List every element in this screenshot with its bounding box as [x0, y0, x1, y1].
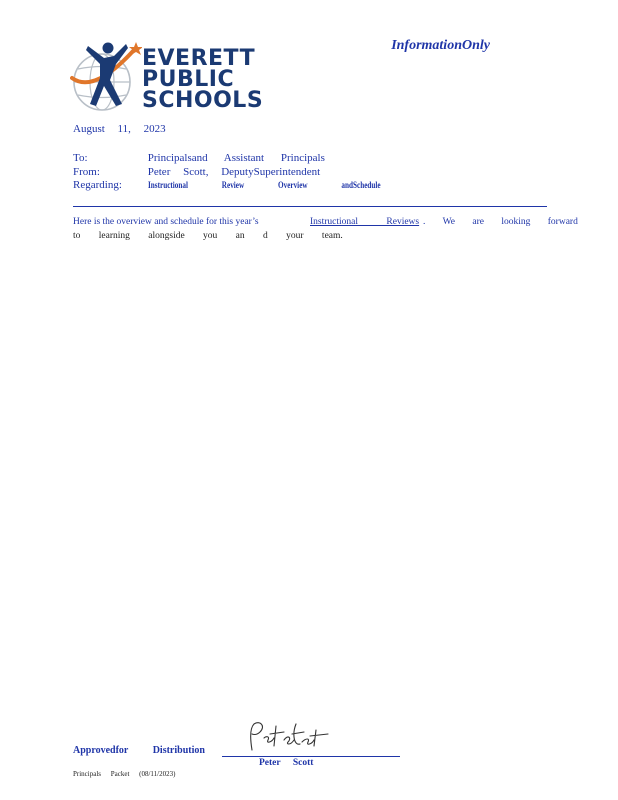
- memo-regarding-row: [73, 179, 439, 191]
- header-divider: [73, 206, 547, 207]
- information-only-label: InformationOnly: [391, 38, 490, 53]
- logo-line-schools: SCHOOLS: [142, 88, 264, 113]
- from-label: From:: [73, 166, 100, 178]
- logo-wordmark: [142, 48, 263, 111]
- body-paragraph-line-1: [73, 217, 578, 227]
- body-lead-text: Here is the overview and schedule for this year’s: [73, 217, 259, 227]
- approval-label: Approvedfor Distribution: [73, 745, 205, 756]
- regarding-value: Instructional Review Overview andSchedule: [147, 180, 381, 190]
- footer-note: Principals Packet (08/11/2023): [73, 770, 176, 778]
- signer-name: Peter Scott: [259, 758, 314, 768]
- signature-line: [222, 756, 400, 757]
- from-value: Peter Scott, DeputySuperintendent: [147, 166, 321, 178]
- to-value: Principalsand Assistant Principals: [147, 152, 325, 164]
- district-logo: [70, 36, 264, 116]
- memo-to-row: [73, 152, 325, 164]
- memo-from-row: [73, 166, 320, 178]
- to-label: To:: [73, 152, 88, 164]
- logo-emblem-icon: [70, 36, 142, 116]
- signature-mark: [244, 716, 334, 756]
- logo-line-everett: EVERETT: [142, 46, 256, 71]
- body-paragraph-line-2: to learning alongside you an d your team.: [73, 231, 343, 241]
- instructional-reviews-link[interactable]: Instructional Reviews: [310, 217, 420, 227]
- body-rest-text: . We are looking forward: [423, 217, 578, 227]
- regarding-label: Regarding:: [73, 179, 122, 191]
- memo-date: August 11, 2023: [73, 123, 166, 135]
- logo-line-public: PUBLIC: [142, 67, 235, 92]
